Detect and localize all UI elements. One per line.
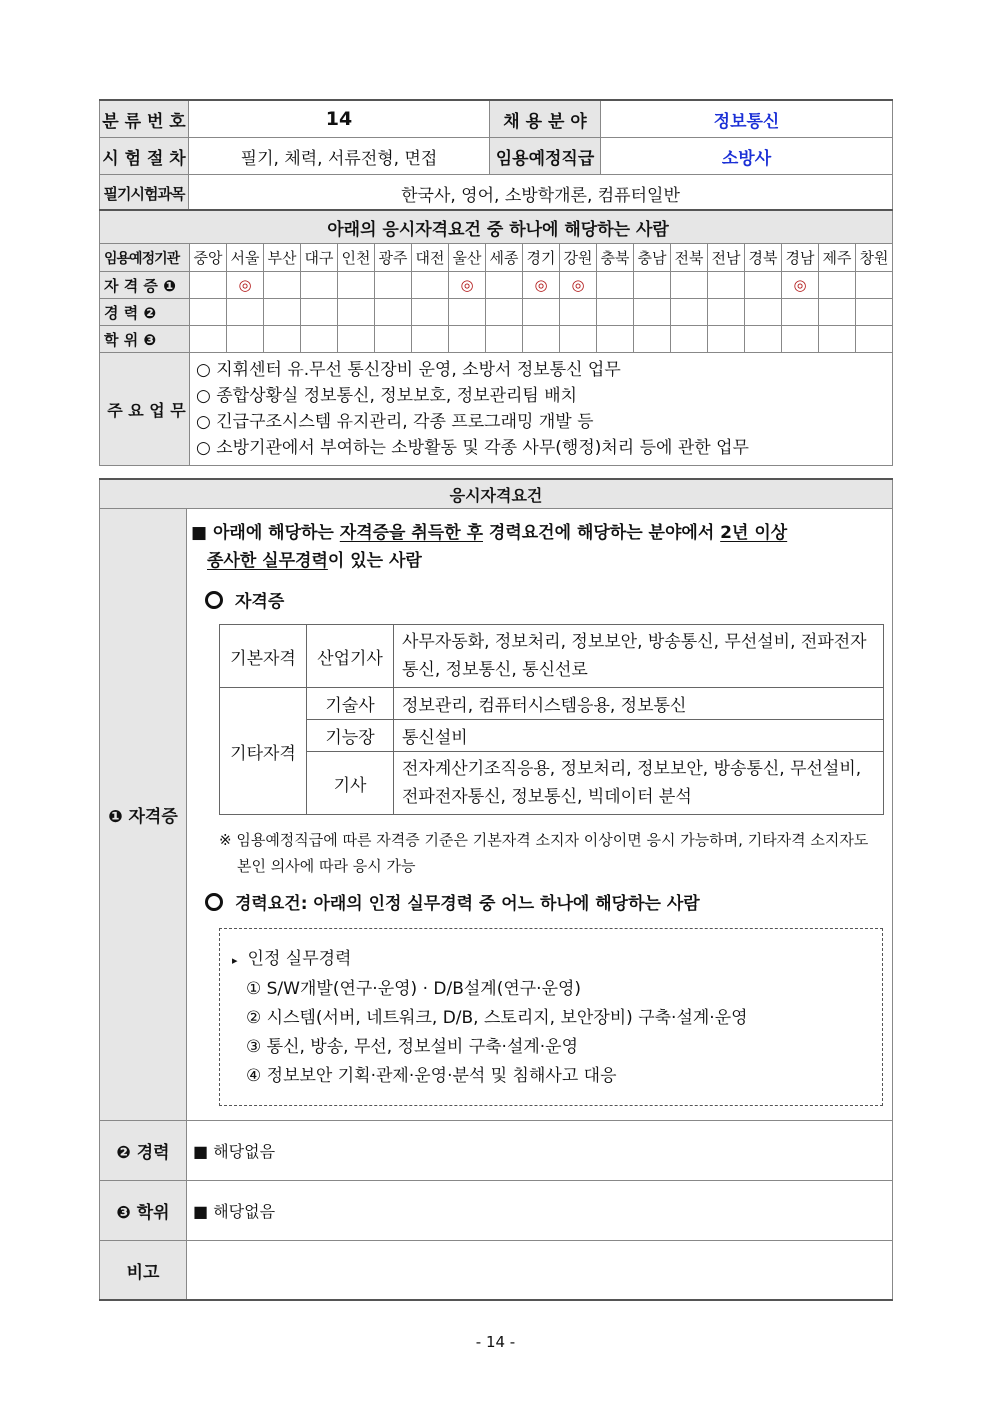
- region-cell: [301, 272, 338, 299]
- career-item: ④ 정보보안 기획·관제·운영·분석 및 침해사고 대응: [246, 1066, 617, 1086]
- region-cell: [671, 272, 708, 299]
- master-craftsman-label: 기능장: [307, 720, 394, 752]
- remarks-label: 비고: [100, 1241, 187, 1301]
- career-row-label: 경 력 ❷: [100, 299, 190, 326]
- career-heading: 경력요건: 아래의 인정 실무경력 중 어느 하나에 해당하는 사람: [205, 889, 884, 914]
- engineer-list: 전자계산기조직응용, 정보처리, 정보보안, 방송통신, 무선설비, 전파전자통신, 정보통신, 빅데이터 분석: [394, 752, 884, 815]
- region-cell: [745, 272, 782, 299]
- region-cell: ◎: [523, 272, 560, 299]
- requirements-table: [99, 478, 893, 1301]
- region-cell: [856, 326, 893, 353]
- region-cell: [190, 272, 227, 299]
- region-cell: [634, 272, 671, 299]
- region-cell: [190, 326, 227, 353]
- agency-cell: 대전: [412, 244, 449, 272]
- region-cell: [671, 326, 708, 353]
- region-cell: [227, 326, 264, 353]
- region-cell: [412, 326, 449, 353]
- region-cell: [560, 326, 597, 353]
- cert-section-label: ❶ 자격증: [100, 509, 187, 1121]
- remarks-value: [187, 1241, 893, 1301]
- region-cell: [634, 326, 671, 353]
- region-cell: [745, 326, 782, 353]
- other-label: 기타자격: [220, 688, 307, 815]
- agency-cell: 세종: [486, 244, 523, 272]
- region-cell: ◎: [449, 272, 486, 299]
- region-cell: [819, 299, 856, 326]
- region-cell: [782, 326, 819, 353]
- region-cell: ◎: [560, 272, 597, 299]
- cert-section: [187, 509, 893, 1121]
- bullet-icon: ■: [193, 1142, 209, 1161]
- field-label: 채 용 분 야: [490, 100, 601, 138]
- agency-cell: 충남: [634, 244, 671, 272]
- tech-master-label: 기술사: [307, 688, 394, 720]
- region-cell: [375, 272, 412, 299]
- region-cell: [264, 299, 301, 326]
- procedure-label: 시 험 절 차: [100, 138, 189, 175]
- basic-label: 기본자격: [220, 625, 307, 688]
- region-cell: [301, 326, 338, 353]
- region-cell: [412, 299, 449, 326]
- region-cell: [597, 326, 634, 353]
- region-cell: [412, 272, 449, 299]
- agency-cell: 경남: [782, 244, 819, 272]
- region-cell: [597, 299, 634, 326]
- agency-cell: 전북: [671, 244, 708, 272]
- cert-intro: ■ 아래에 해당하는 자격증을 취득한 후 경력요건에 해당하는 분야에서 2년 이상 종사한 실무경력이 있는 사람: [191, 523, 788, 571]
- master-craftsman-list: 통신설비: [394, 720, 884, 752]
- career-box: [219, 928, 883, 1106]
- region-cell: ◎: [782, 272, 819, 299]
- triangle-icon: ▸: [232, 954, 238, 967]
- agency-cell: 중앙: [190, 244, 227, 272]
- career-item: ③ 통신, 방송, 무선, 정보설비 구축·설계·운영: [246, 1037, 579, 1057]
- region-cell: [338, 299, 375, 326]
- page-number: - 14 -: [475, 1333, 516, 1351]
- region-cell: [338, 326, 375, 353]
- agency-cell: 경기: [523, 244, 560, 272]
- agency-label: 임용예정기관: [100, 244, 190, 272]
- cert-heading: 자격증: [205, 587, 884, 612]
- engineer-label: 기사: [307, 752, 394, 815]
- bullet-icon: ■: [193, 1202, 209, 1221]
- degree-row-label: 학 위 ❸: [100, 326, 190, 353]
- agency-cell: 제주: [819, 244, 856, 272]
- region-cell: [190, 299, 227, 326]
- region-cell: [597, 272, 634, 299]
- degree-label: ❸ 학위: [100, 1181, 187, 1241]
- agency-cell: 강원: [560, 244, 597, 272]
- agency-cell: 전남: [708, 244, 745, 272]
- class-no-value: 14: [189, 100, 490, 138]
- agency-cell: 광주: [375, 244, 412, 272]
- region-cell: [856, 299, 893, 326]
- region-cell: [375, 326, 412, 353]
- region-cell: [264, 272, 301, 299]
- class-no-label: 분 류 번 호: [100, 100, 189, 138]
- agency-cell: 대구: [301, 244, 338, 272]
- career-box-title: ▸ 인정 실무경력: [232, 949, 352, 969]
- degree-value: ■ 해당없음: [187, 1181, 893, 1241]
- rank-value: 소방사: [601, 138, 893, 175]
- agency-cell: 인천: [338, 244, 375, 272]
- career-value: ■ 해당없음: [187, 1121, 893, 1181]
- subjects-value: 한국사, 영어, 소방학개론, 컴퓨터일반: [189, 175, 893, 212]
- agency-cell: 울산: [449, 244, 486, 272]
- region-cell: [708, 326, 745, 353]
- tech-master-list: 정보관리, 컴퓨터시스템응용, 정보통신: [394, 688, 884, 720]
- agency-cell: 경북: [745, 244, 782, 272]
- region-cell: [486, 299, 523, 326]
- duty-item: ○ 긴급구조시스템 유지관리, 각종 프로그래밍 개발 등: [196, 412, 594, 432]
- duties-label: 주 요 업 무: [100, 353, 190, 466]
- career-label: ❷ 경력: [100, 1121, 187, 1181]
- rank-label: 임용예정직급: [490, 138, 601, 175]
- duties-list: [190, 353, 893, 466]
- cert-row-label: 자 격 증 ❶: [100, 272, 190, 299]
- agency-cell: 충북: [597, 244, 634, 272]
- region-cell: [634, 299, 671, 326]
- agency-cell: 창원: [856, 244, 893, 272]
- duty-item: ○ 소방기관에서 부여하는 소방활동 및 각종 사무(행정)처리 등에 관한 업무: [196, 438, 749, 458]
- region-cell: ◎: [227, 272, 264, 299]
- region-cell: [486, 272, 523, 299]
- region-cell: [856, 272, 893, 299]
- region-cell: [486, 326, 523, 353]
- region-cell: [264, 326, 301, 353]
- agency-cell: 부산: [264, 244, 301, 272]
- region-cell: [375, 299, 412, 326]
- career-item: ② 시스템(서버, 네트워크, D/B, 스토리지, 보안장비) 구축·설계·운영: [246, 1008, 748, 1028]
- region-cell: [819, 272, 856, 299]
- header-table: [99, 99, 893, 212]
- circle-icon: [205, 893, 223, 911]
- region-cell: [449, 326, 486, 353]
- circle-icon: [205, 591, 223, 609]
- region-cell: [227, 299, 264, 326]
- field-value: 정보통신: [601, 100, 893, 138]
- duty-item: ○ 지휘센터 유.무선 통신장비 운영, 소방서 정보통신 업무: [196, 360, 621, 380]
- region-cell: [301, 299, 338, 326]
- region-title: 아래의 응시자격요건 중 하나에 해당하는 사람: [100, 210, 893, 244]
- duty-item: ○ 종합상황실 정보통신, 정보보호, 정보관리팀 배치: [196, 386, 578, 406]
- region-cell: [708, 272, 745, 299]
- region-cell: [671, 299, 708, 326]
- region-cell: [449, 299, 486, 326]
- region-cell: [523, 299, 560, 326]
- cert-table: [219, 624, 884, 815]
- career-item: ① S/W개발(연구·운영) · D/B설계(연구·운영): [246, 979, 582, 999]
- bullet-icon: ■: [191, 523, 208, 543]
- region-cell: [708, 299, 745, 326]
- requirements-title: 응시자격요건: [100, 479, 893, 509]
- procedure-value: 필기, 체력, 서류전형, 면접: [189, 138, 490, 175]
- region-table: [99, 209, 893, 466]
- agency-cell: 서울: [227, 244, 264, 272]
- subjects-label: 필기시험과목: [100, 175, 189, 212]
- region-cell: [782, 299, 819, 326]
- cert-note: ※ 임용예정직급에 따른 자격증 기준은 기본자격 소지자 이상이면 응시 가능하며, 기타자격 소지자도 본인 의사에 따라 응시 가능: [219, 831, 869, 875]
- region-cell: [523, 326, 560, 353]
- industrial-label: 산업기사: [307, 625, 394, 688]
- region-cell: [338, 272, 375, 299]
- region-cell: [745, 299, 782, 326]
- region-cell: [819, 326, 856, 353]
- industrial-list: 사무자동화, 정보처리, 정보보안, 방송통신, 무선설비, 전파전자통신, 정보통신, 통신선로: [394, 625, 884, 688]
- region-cell: [560, 299, 597, 326]
